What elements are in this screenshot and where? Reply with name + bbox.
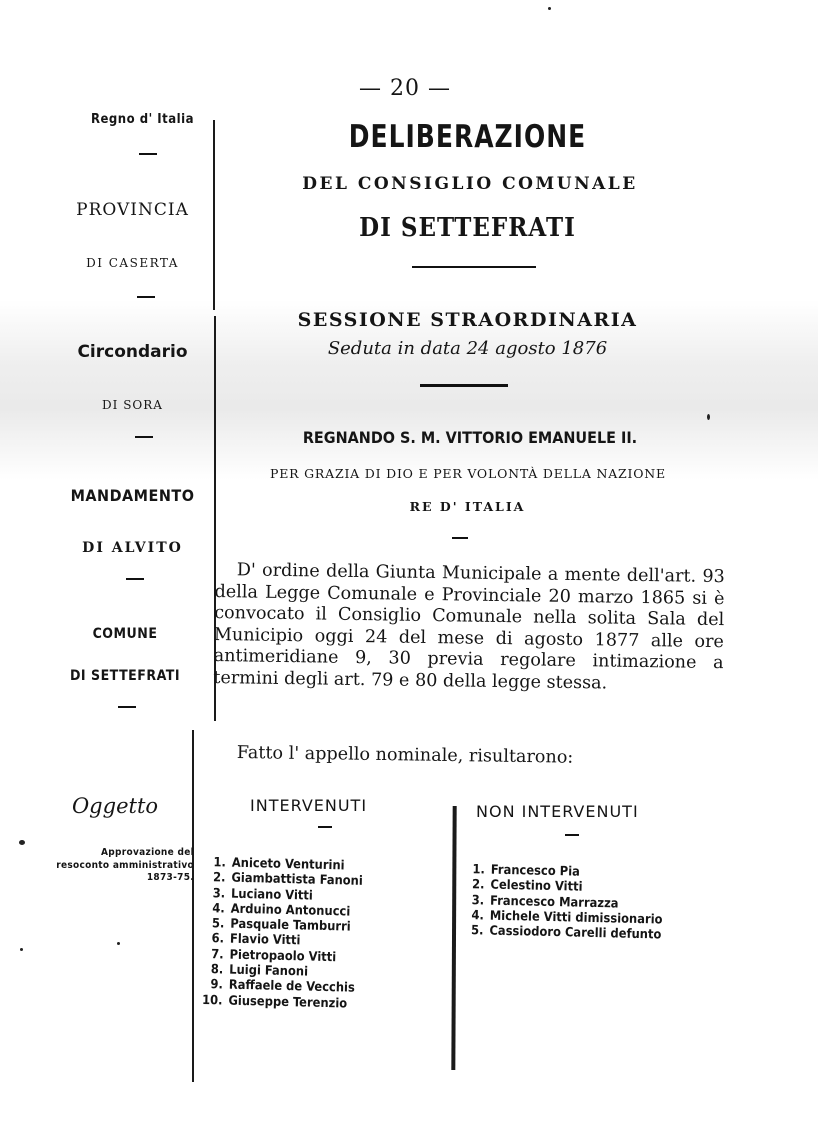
re-italia-line: RE D' ITALIA (409, 499, 526, 514)
scan-speck (20, 948, 23, 951)
list-item: 10. Giuseppe Terenzio (201, 992, 348, 1012)
provincia-text: PROVINCIA (76, 200, 189, 220)
council-subtitle: DEL CONSIGLIO COMUNALE (302, 174, 638, 194)
scan-speck (19, 840, 25, 845)
short-rule (565, 834, 579, 836)
list-item: 7. Pietropaolo Vitti (210, 946, 337, 966)
page-number: — 20 — (359, 76, 451, 101)
short-rule (318, 826, 332, 828)
scan-speck (117, 942, 120, 945)
list-item: 4. Michele Vitti dimissionario (471, 908, 663, 928)
mandamento-label: MANDAMENTO (70, 486, 195, 505)
list-item: 6. Flavio Vitti (211, 931, 301, 949)
list-item: 5. Pasquale Tamburri (211, 916, 351, 935)
list-item: 3. Francesco Marrazza (471, 892, 619, 912)
ornament-rule (412, 266, 536, 268)
regno-label: Regno d' Italia (90, 112, 194, 127)
sora-label: DI SORA (102, 398, 163, 412)
short-rule (452, 537, 468, 539)
appello-line: Fatto l' appello nominale, risultarono: (236, 743, 574, 768)
regnando-line: REGNANDO S. M. VITTORIO EMANUELE II. (302, 428, 638, 447)
margin-rule (192, 730, 194, 1082)
session-title: SESSIONE STRAORDINARIA (297, 309, 638, 331)
alvito-label: DI ALVITO (82, 540, 183, 556)
margin-regno (75, 112, 210, 127)
session-date: Seduta in data 24 agosto 1876 (327, 338, 608, 359)
intervenuti-heading: INTERVENUTI (250, 796, 368, 815)
margin-dash (139, 153, 157, 155)
list-item: 2. Giambattista Fanoni (212, 870, 363, 890)
list-item: 9. Raffaele de Vecchis (210, 977, 355, 997)
circondario-label: Circondario (77, 342, 188, 362)
list-item: 1. Aniceto Venturini (213, 855, 345, 874)
non-intervenuti-heading: NON INTERVENUTI (476, 802, 639, 821)
per-grazia-line: PER GRAZIA DI DIO E PER VOLONTÀ DELLA NAZIONE (270, 466, 666, 481)
scan-speck (548, 7, 551, 10)
list-item: 5. Cassiodoro Carelli defunto (470, 923, 662, 943)
list-item: 2. Celestino Vitti (471, 877, 583, 895)
comune-subtitle: DI SETTEFRATI (359, 211, 576, 244)
header-rule (420, 384, 508, 387)
scan-speck (707, 414, 710, 420)
margin-dash (137, 296, 155, 298)
caserta-label: DI CASERTA (86, 256, 179, 270)
list-item: 8. Luigi Fanoni (210, 962, 309, 980)
list-item: 1. Francesco Pia (472, 862, 581, 880)
non-intervenuti-list (462, 862, 663, 943)
margin-dash (135, 436, 153, 438)
list-item: 3. Luciano Vitti (212, 885, 313, 904)
page-title: DELIBERAZIONE (348, 118, 587, 155)
margin-dash (118, 706, 136, 708)
intervenuti-list (201, 855, 363, 1012)
list-item: 4. Arduino Antonucci (212, 901, 351, 920)
margin-dash (126, 578, 144, 580)
provincia-label (55, 200, 210, 220)
column-divider (451, 806, 456, 1070)
convocation-paragraph: D' ordine della Giunta Municipale a mente dell'art. 93 della Legge Comunale e Provinciale 20 marzo 1865 si è convocato il Consiglio Comunale nella solita Sala del Municipio oggi 24 del mese di agosto 1877 alle ore antimeridiane 9, 30 previa regolare intimazione a termini degli art. 79 e 80 della legge stessa. (213, 560, 725, 693)
oggetto-text: Approvazione del resoconto amministrativo 1873-75. (56, 847, 194, 883)
settefrati-label: DI SETTEFRATI (69, 668, 181, 684)
oggetto-label: Oggetto (71, 794, 159, 818)
comune-label: COMUNE (92, 626, 158, 642)
